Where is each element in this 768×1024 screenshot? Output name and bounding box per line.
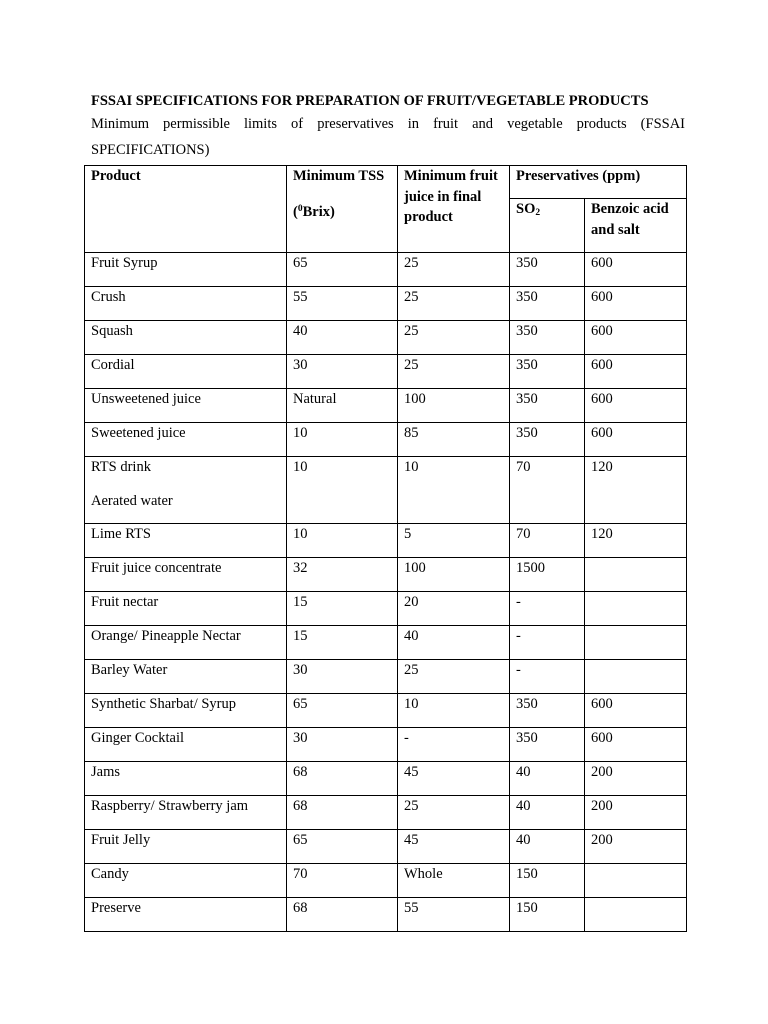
cell-product [85,423,287,457]
table-row [85,457,687,524]
cell-min-tss: 30 [287,728,398,762]
table-row [85,898,687,932]
product-name: Crush [91,289,126,305]
cell-so2: 350 [510,728,585,762]
cell-benzoic: 600 [585,389,687,423]
table-row [85,287,687,321]
cell-min-tss: 55 [287,287,398,321]
cell-benzoic: 600 [585,694,687,728]
table-row [85,423,687,457]
cell-min-tss: 68 [287,796,398,830]
cell-min-tss: 65 [287,694,398,728]
cell-min-tss: 40 [287,321,398,355]
cell-so2: 40 [510,796,585,830]
product-name: Lime RTS [91,526,151,542]
header-min-tss [287,166,398,253]
cell-benzoic: 120 [585,524,687,558]
document-subtitle: Minimum permissible limits of preservatives in fruit and vegetable products (FSSAI SPECIFICATIONS) [91,116,685,158]
cell-benzoic [585,592,687,626]
header-so2-base: SO [516,201,536,217]
cell-min-tss: 15 [287,626,398,660]
header-benzoic [585,199,687,253]
header-min-tss-unit [293,199,391,223]
table-row [85,694,687,728]
cell-product [85,796,287,830]
cell-so2: 350 [510,321,585,355]
table-row [85,389,687,423]
header-row-1 [85,166,687,199]
cell-so2: 1500 [510,558,585,592]
table-row [85,830,687,864]
cell-min-fruit-juice: 45 [398,830,510,864]
cell-min-fruit-juice: 25 [398,660,510,694]
header-min-fruit-juice [398,166,510,253]
cell-product [85,762,287,796]
table-row [85,524,687,558]
product-name: Sweetened juice [91,425,186,441]
header-so2 [510,199,585,253]
cell-so2: 350 [510,694,585,728]
table-row [85,321,687,355]
cell-so2: 150 [510,898,585,932]
cell-so2: - [510,660,585,694]
cell-so2: 150 [510,864,585,898]
cell-product [85,626,287,660]
cell-benzoic: 600 [585,287,687,321]
table-row [85,626,687,660]
cell-product [85,287,287,321]
cell-min-fruit-juice: 20 [398,592,510,626]
header-product [85,166,287,253]
cell-so2: 70 [510,524,585,558]
cell-min-tss: 30 [287,660,398,694]
header-min-fruit-juice-label: Minimum fruit juice in final product [404,168,498,225]
cell-product [85,592,287,626]
cell-min-tss: 32 [287,558,398,592]
header-product-label: Product [91,168,141,184]
cell-min-tss: 15 [287,592,398,626]
product-name: Candy [91,866,129,882]
cell-min-tss: Natural [287,389,398,423]
cell-min-fruit-juice: 10 [398,694,510,728]
product-name: Barley Water [91,662,168,678]
cell-benzoic: 600 [585,253,687,287]
cell-so2: - [510,592,585,626]
cell-min-fruit-juice: 45 [398,762,510,796]
product-name: Fruit Syrup [91,255,158,271]
cell-so2: 350 [510,423,585,457]
cell-min-fruit-juice: 100 [398,558,510,592]
cell-product [85,355,287,389]
cell-so2: 350 [510,355,585,389]
cell-min-tss: 68 [287,898,398,932]
cell-min-tss: 10 [287,423,398,457]
cell-min-tss: 65 [287,830,398,864]
cell-min-fruit-juice: 25 [398,287,510,321]
cell-product [85,253,287,287]
product-name: Raspberry/ Strawberry jam [91,798,249,814]
cell-min-fruit-juice: 100 [398,389,510,423]
cell-product [85,898,287,932]
cell-min-fruit-juice: 25 [398,355,510,389]
cell-benzoic [585,864,687,898]
header-tss-degree: 0 [297,203,303,214]
document-heading: FSSAI SPECIFICATIONS FOR PREPARATION OF FRUIT/VEGETABLE PRODUCTS [91,93,649,109]
header-min-tss-label: Minimum TSS [293,168,385,184]
cell-so2: 350 [510,389,585,423]
product-name: Jams [91,764,120,780]
cell-benzoic [585,660,687,694]
cell-benzoic: 200 [585,796,687,830]
product-name: Synthetic Sharbat/ Syrup [91,696,236,712]
cell-min-tss: 30 [287,355,398,389]
table-row [85,728,687,762]
product-name: Cordial [91,357,135,373]
product-name: Fruit Jelly [91,832,151,848]
cell-benzoic [585,898,687,932]
header-so2-sub: 2 [535,208,541,218]
cell-product [85,830,287,864]
cell-benzoic: 120 [585,457,687,524]
cell-min-fruit-juice: 5 [398,524,510,558]
cell-benzoic: 200 [585,762,687,796]
product-name: Unsweetened juice [91,391,201,407]
cell-product [85,389,287,423]
cell-benzoic: 600 [585,423,687,457]
product-name: Preserve [91,900,141,916]
product-name: Squash [91,323,133,339]
header-benzoic-label: Benzoic acid and salt [591,201,669,238]
product-name: Fruit juice concentrate [91,560,222,576]
cell-so2: 350 [510,287,585,321]
product-name: Orange/ Pineapple Nectar [91,628,241,644]
cell-product [85,728,287,762]
table-row [85,864,687,898]
cell-benzoic: 600 [585,321,687,355]
cell-product [85,558,287,592]
cell-min-fruit-juice: 40 [398,626,510,660]
cell-min-fruit-juice: 10 [398,457,510,524]
cell-min-tss: 70 [287,864,398,898]
cell-min-fruit-juice: 25 [398,253,510,287]
cell-min-fruit-juice: 25 [398,321,510,355]
cell-min-fruit-juice: 25 [398,796,510,830]
cell-product [85,524,287,558]
table-row [85,558,687,592]
header-tss-open: ( [293,203,298,220]
cell-min-tss: 65 [287,253,398,287]
product-name: RTS drink [91,459,151,475]
cell-so2: 40 [510,762,585,796]
table-row [85,660,687,694]
cell-min-tss: 10 [287,457,398,524]
cell-benzoic: 600 [585,728,687,762]
preservatives-table [84,165,687,932]
cell-so2: - [510,626,585,660]
cell-min-fruit-juice: - [398,728,510,762]
table-body [85,253,687,932]
header-preservatives-label: Preservatives (ppm) [516,168,641,184]
cell-so2: 70 [510,457,585,524]
header-tss-brix: Brix) [302,203,335,220]
product-name: Ginger Cocktail [91,730,185,746]
table-row [85,796,687,830]
table-row [85,762,687,796]
cell-product [85,864,287,898]
cell-benzoic: 200 [585,830,687,864]
header-preservatives [510,166,687,199]
cell-min-fruit-juice: 85 [398,423,510,457]
table-header [85,166,687,253]
cell-so2: 40 [510,830,585,864]
product-name-line2: Aerated water [91,493,173,509]
cell-product [85,694,287,728]
table-row [85,355,687,389]
cell-min-tss: 68 [287,762,398,796]
cell-min-fruit-juice: 55 [398,898,510,932]
table-row [85,592,687,626]
cell-benzoic: 600 [585,355,687,389]
cell-so2: 350 [510,253,585,287]
cell-product [85,457,287,524]
table-row [85,253,687,287]
product-name: Fruit nectar [91,594,159,610]
cell-min-fruit-juice: Whole [398,864,510,898]
cell-benzoic [585,558,687,592]
cell-product [85,660,287,694]
cell-product [85,321,287,355]
cell-benzoic [585,626,687,660]
cell-min-tss: 10 [287,524,398,558]
